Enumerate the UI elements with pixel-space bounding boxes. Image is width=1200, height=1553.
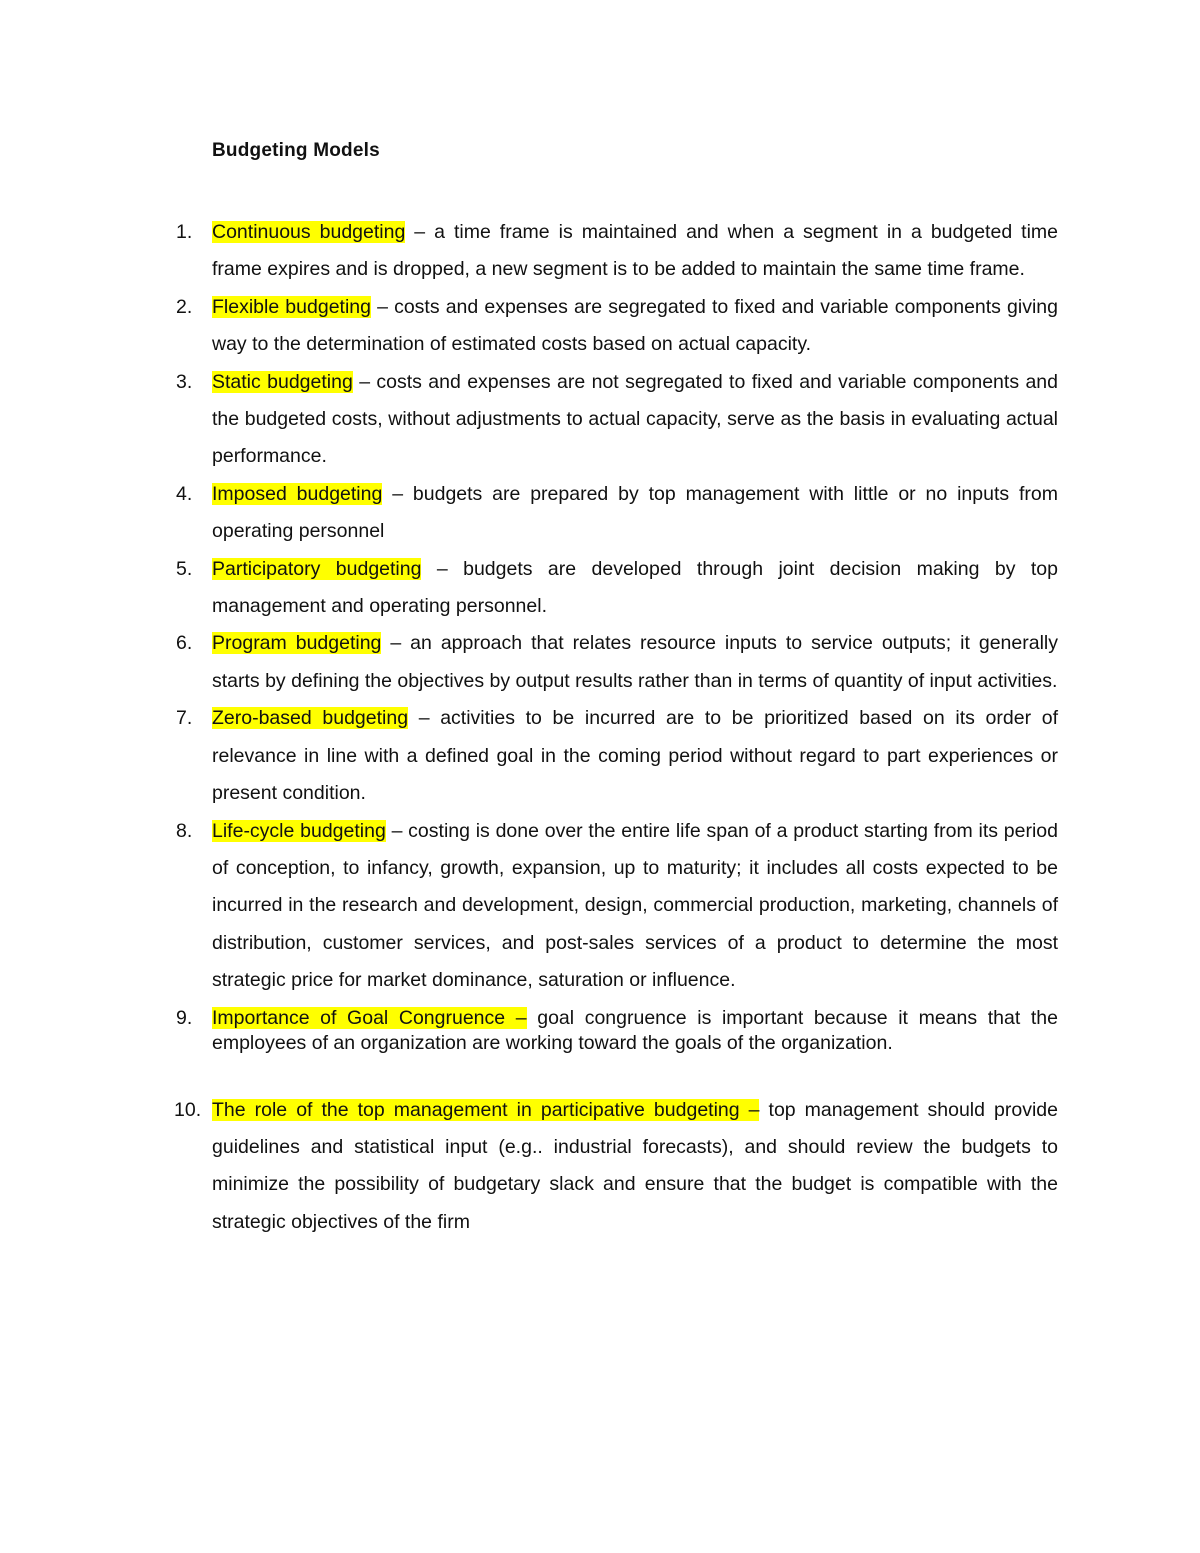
- item-number: 5.: [176, 557, 193, 580]
- list-item-participatory-budgeting: [176, 551, 1058, 626]
- item-number: 6.: [176, 632, 193, 655]
- item-number: 8.: [176, 819, 193, 842]
- list-item-static-budgeting: [176, 364, 1058, 476]
- highlighted-term: Continuous budgeting: [212, 221, 406, 243]
- item-number: 7.: [176, 707, 193, 730]
- list-item-continuous-budgeting: [176, 214, 1058, 289]
- item-number: 9.: [176, 1006, 193, 1029]
- highlighted-term: Life-cycle budgeting: [212, 819, 386, 842]
- item-description: top management should provide guidelines and statistical input (e.g.. industrial forecasts), and should review the budgets to minimize the possibility of budgetary slack and ensure that the budget is compatible with the strategic objectives of the firm: [212, 1098, 1058, 1233]
- item-description: goal congruence is important because it means that the employees of an organization are working toward the goals of the organization.: [212, 1006, 1058, 1054]
- item-description: – activities to be incurred are to be prioritized based on its order of relevance in line with a defined goal in the coming period without regard to part experiences or present condition.: [212, 707, 1058, 805]
- page-title: Budgeting Models: [212, 140, 380, 161]
- list-item-imposed-budgeting: [176, 476, 1058, 551]
- list-item-program-budgeting: [176, 625, 1058, 700]
- list-item-top-management-role: [176, 1092, 1058, 1242]
- highlighted-term: Program budgeting: [212, 632, 382, 655]
- highlighted-term: Participatory budgeting: [212, 557, 422, 580]
- list-item-goal-congruence: [176, 1000, 1058, 1056]
- list-item-life-cycle-budgeting: [176, 813, 1058, 1000]
- item-number: 2.: [176, 295, 193, 318]
- item-description: – costs and expenses are not segregated to fixed and variable components and the budgeted costs, without adjustments to actual capacity, serve as the basis in evaluating actual performance.: [212, 370, 1058, 468]
- item-description: – costing is done over the entire life span of a product starting from its period of conception, to infancy, growth, expansion, up to maturity; it includes all costs expected to be incurred in the research and development, design, commercial production, marketing, channels of distribution, customer services, and post-sales services of a product to determine the most strategic price for market dominance, saturation or influence.: [212, 819, 1058, 992]
- highlighted-term: Static budgeting: [212, 370, 353, 393]
- item-description: – a time frame is maintained and when a segment in a budgeted time frame expires and is dropped, a new segment is to be added to maintain the same time frame.: [212, 221, 1058, 281]
- highlighted-term: The role of the top management in participative budgeting –: [212, 1098, 760, 1121]
- list-item-zero-based-budgeting: [176, 700, 1058, 812]
- highlighted-term: Zero-based budgeting: [212, 707, 409, 730]
- highlighted-term: Importance of Goal Congruence –: [212, 1006, 527, 1029]
- item-number: 4.: [176, 482, 193, 505]
- budgeting-models-list: [176, 214, 1058, 1241]
- item-description: – budgets are developed through joint decision making by top management and operating personnel.: [212, 557, 1058, 618]
- list-item-flexible-budgeting: [176, 289, 1058, 364]
- item-description: – an approach that relates resource inputs to service outputs; it generally starts by defining the objectives by output results rather than in terms of quantity of input activities.: [212, 632, 1058, 692]
- highlighted-term: Imposed budgeting: [212, 482, 383, 505]
- item-number: 3.: [176, 370, 193, 393]
- item-number: 10.: [174, 1098, 202, 1121]
- highlighted-term: Flexible budgeting: [212, 295, 371, 318]
- item-description: – budgets are prepared by top management with little or no inputs from operating personnel: [212, 482, 1058, 543]
- item-description: – costs and expenses are segregated to fixed and variable components giving way to the determination of estimated costs based on actual capacity.: [212, 295, 1058, 356]
- item-number: 1.: [176, 221, 193, 243]
